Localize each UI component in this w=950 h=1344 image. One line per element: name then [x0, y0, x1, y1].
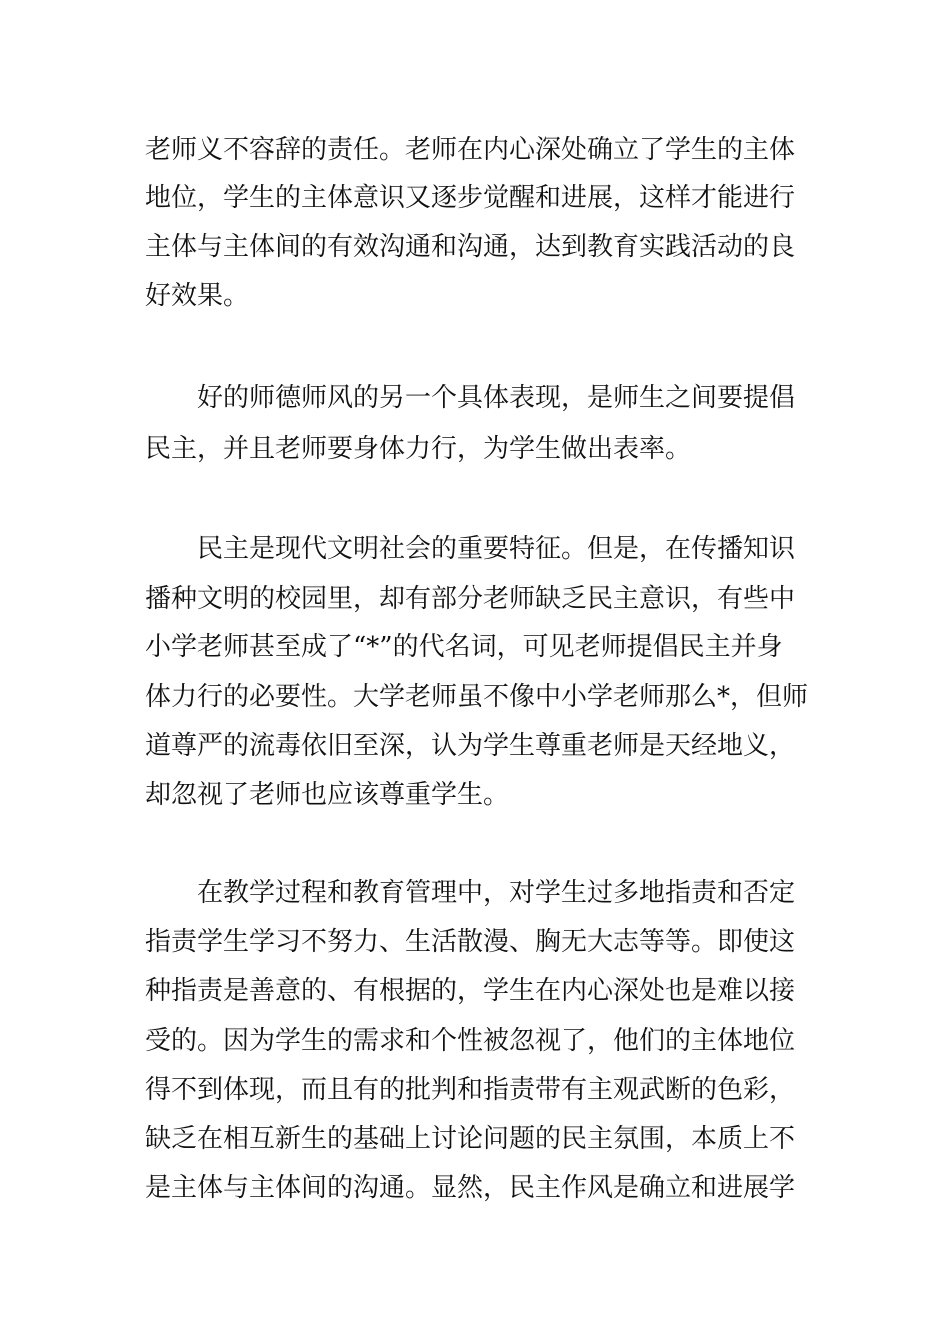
paragraph-line: 民主是现代文明社会的重要特征。但是，在传播知识	[197, 534, 796, 564]
paragraph-line: 道尊严的流毒依旧至深，认为学生尊重老师是天经地义，	[145, 731, 796, 761]
paragraph-line: 在教学过程和教育管理中，对学生过多地指责和否定	[197, 878, 796, 908]
paragraph-line: 小学老师甚至成了“*”的代名词，可见老师提倡民主并身	[145, 632, 783, 662]
paragraph-line: 受的。因为学生的需求和个性被忽视了，他们的主体地位	[145, 1026, 796, 1056]
paragraph-line: 主体与主体间的有效沟通和沟通，达到教育实践活动的良	[145, 232, 796, 262]
paragraph-line: 民主，并且老师要身体力行，为学生做出表率。	[145, 434, 692, 464]
paragraph-line: 得不到体现，而且有的批判和指责带有主观武断的色彩，	[145, 1075, 796, 1105]
paragraph-line: 却忽视了老师也应该尊重学生。	[145, 780, 510, 810]
paragraph-line: 指责学生学习不努力、生活散漫、胸无大志等等。即使这	[145, 927, 796, 957]
paragraph-line: 体力行的必要性。大学老师虽不像中小学老师那么*，但师	[145, 682, 809, 712]
paragraph-line: 播种文明的校园里，却有部分老师缺乏民主意识，有些中	[145, 584, 796, 614]
paragraph-line: 好的师德师风的另一个具体表现，是师生之间要提倡	[197, 383, 796, 413]
paragraph-line: 地位，学生的主体意识又逐步觉醒和进展，这样才能进行	[145, 183, 796, 213]
paragraph-line: 是主体与主体间的沟通。显然，民主作风是确立和进展学	[145, 1173, 796, 1203]
paragraph-line: 老师义不容辞的责任。老师在内心深处确立了学生的主体	[145, 135, 796, 165]
paragraph-line: 种指责是善意的、有根据的，学生在内心深处也是难以接	[145, 976, 796, 1006]
paragraph-line: 好效果。	[145, 281, 250, 311]
paragraph-line: 缺乏在相互新生的基础上讨论问题的民主氛围，本质上不	[145, 1124, 796, 1154]
